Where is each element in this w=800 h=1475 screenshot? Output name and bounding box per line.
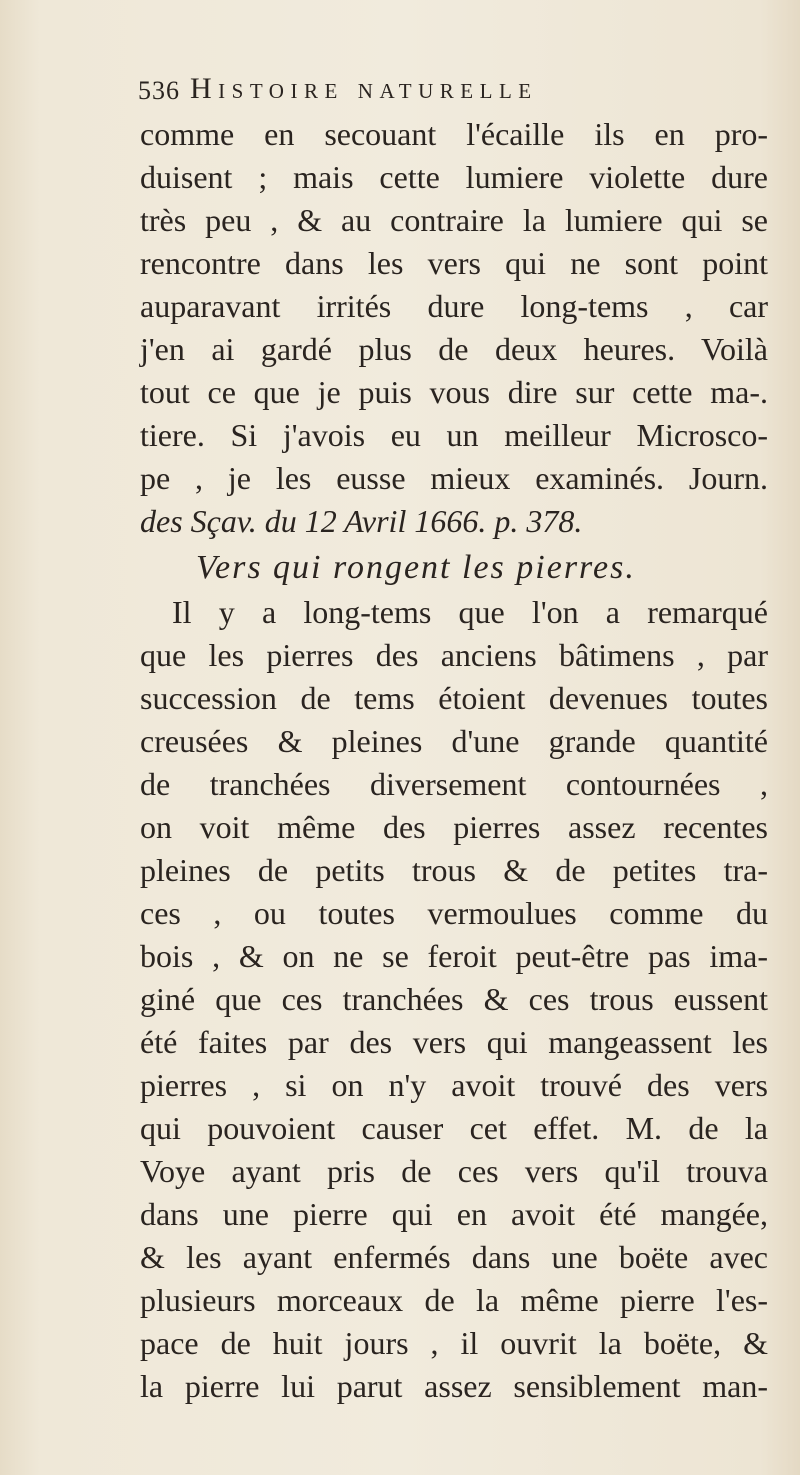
section-heading: Vers qui rongent les pierres. [196,549,636,586]
text-line: pe , je les eusse mieux examinés. Journ. [140,460,768,496]
text-line: la pierre lui parut assez sensiblement man- [140,1368,768,1404]
citation-line: des Sçav. du 12 Avril 1666. p. 378. [140,503,583,539]
text-line: creusées & pleines d'une grande quantité [140,723,768,759]
text-line: duisent ; mais cette lumiere violette dure [140,159,768,195]
text-line: Il y a long-tems que l'on a remarqué [172,594,768,630]
text-line: comme en secouant l'écaille ils en pro- [140,116,768,152]
text-line: que les pierres des anciens bâtimens , par [140,637,768,673]
text-line: qui pouvoient causer cet effet. M. de la [140,1110,768,1146]
page-header [138,72,698,112]
text-line: & les ayant enfermés dans une boëte avec [140,1239,768,1275]
text-line: de tranchées diversement contournées , [140,766,768,802]
text-line: giné que ces tranchées & ces trous eussent [140,981,768,1017]
text-line: auparavant irrités dure long-tems , car [140,288,768,324]
running-title: Histoire naturelle [190,72,538,105]
text-line: pierres , si on n'y avoit trouvé des vers [140,1067,768,1103]
page-number: 536 [138,76,180,105]
text-line: ces , ou toutes vermoulues comme du [140,895,768,931]
text-line: bois , & on ne se feroit peut-être pas ima- [140,938,768,974]
text-line: pace de huit jours , il ouvrit la boëte, & [140,1325,768,1361]
text-line: tiere. Si j'avois eu un meilleur Microsco- [140,417,768,453]
text-line: été faites par des vers qui mangeassent les [140,1024,768,1060]
text-line: j'en ai gardé plus de deux heures. Voilà [140,331,768,367]
text-line: succession de tems étoient devenues toutes [140,680,768,716]
text-line: Voye ayant pris de ces vers qu'il trouva [140,1153,768,1189]
text-line: rencontre dans les vers qui ne sont point [140,245,768,281]
text-line: on voit même des pierres assez recentes [140,809,768,845]
text-line: dans une pierre qui en avoit été mangée, [140,1196,768,1232]
text-line: pleines de petits trous & de petites tra- [140,852,768,888]
text-line: plusieurs morceaux de la même pierre l'es- [140,1282,768,1318]
text-line: très peu , & au contraire la lumiere qui se [140,202,768,238]
text-line: tout ce que je puis vous dire sur cette ma-. [140,374,768,410]
